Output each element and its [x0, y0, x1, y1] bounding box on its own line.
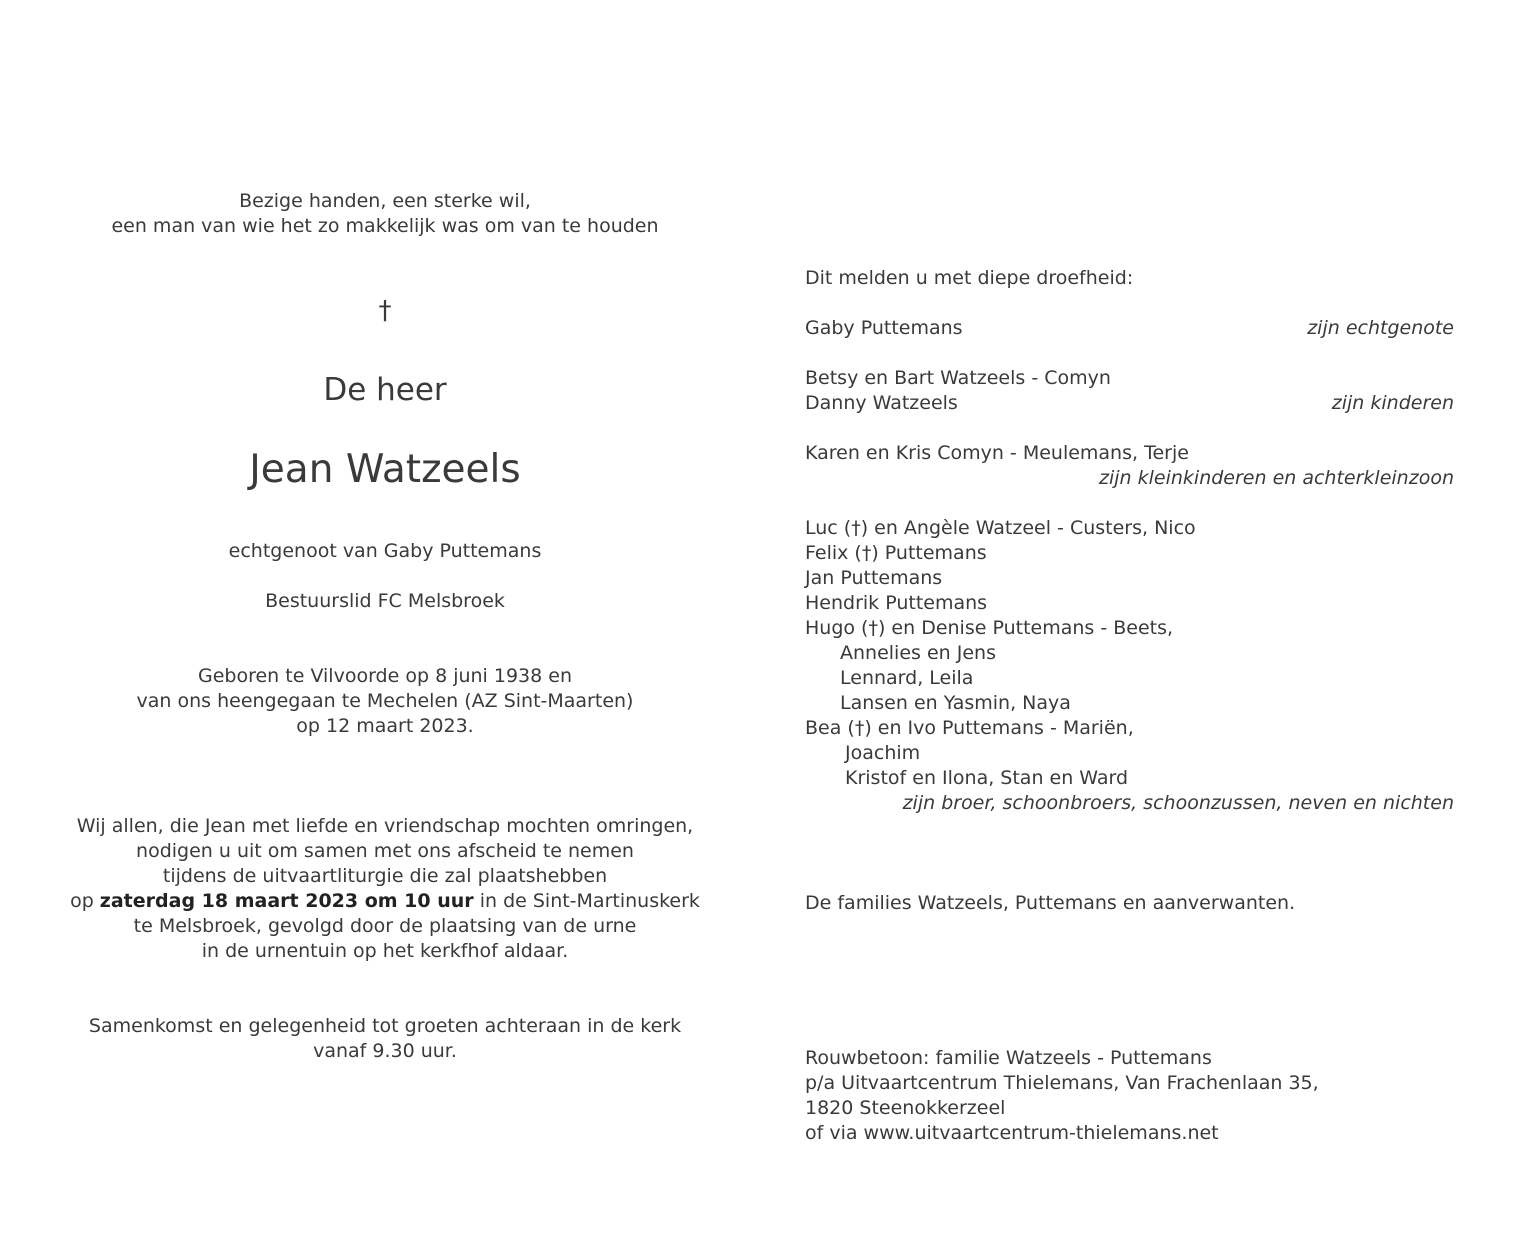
motto-line-1: Bezige handen, een sterke wil,: [239, 190, 531, 212]
relative-item: Annelies en Jens: [840, 642, 996, 664]
invitation-prefix: op: [70, 890, 100, 912]
condolence-address: p/a Uitvaartcentrum Thielemans, Van Frachenlaan 35,: [805, 1072, 1319, 1094]
spouse-relation: zijn echtgenote: [1307, 317, 1454, 339]
relative-item: Kristof en Ilona, Stan en Ward: [845, 767, 1129, 789]
birth-line: Geboren te Vilvoorde op 8 juni 1938 en: [198, 665, 572, 687]
announcement-intro: Dit melden u met diepe droefheid:: [805, 267, 1134, 289]
deceased-title: De heer: [323, 372, 447, 408]
invitation-line-2: nodigen u uit om samen met ons afscheid te nemen: [136, 840, 634, 862]
condolence-website: of via www.uitvaartcentrum-thielemans.net: [805, 1122, 1219, 1144]
grandchildren-relation: zijn kleinkinderen en achterkleinzoon: [1099, 467, 1454, 489]
cross-symbol: †: [378, 296, 392, 326]
condolence-city: 1820 Steenokkerzeel: [805, 1097, 1006, 1119]
families-line: De families Watzeels, Puttemans en aanverwanten.: [805, 892, 1296, 914]
motto-line-2: een man van wie het zo makkelijk was om van te houden: [111, 215, 659, 237]
invitation-line-1: Wij allen, die Jean met liefde en vriendschap mochten omringen,: [76, 815, 694, 837]
deceased-name: Jean Watzeels: [249, 447, 521, 492]
invitation-line-3: tijdens de uitvaartliturgie die zal plaatshebben: [162, 865, 608, 887]
death-date-line: op 12 maart 2023.: [296, 715, 474, 737]
relative-item: Lennard, Leila: [840, 667, 974, 689]
invitation-suffix: in de Sint-Martinuskerk: [473, 890, 700, 912]
relatives-relation: zijn broer, schoonbroers, schoonzussen, neven en nichten: [902, 792, 1454, 814]
relative-item: Hendrik Puttemans: [805, 592, 988, 614]
relative-item: Lansen en Yasmin, Naya: [840, 692, 1071, 714]
death-line: van ons heengegaan te Mechelen (AZ Sint-Maarten): [136, 690, 634, 712]
role-line: Bestuurslid FC Melsbroek: [265, 590, 505, 612]
spouse-line: echtgenoot van Gaby Puttemans: [228, 540, 542, 562]
relative-item: Hugo (†) en Denise Puttemans - Beets,: [805, 617, 1174, 639]
child-2: Danny Watzeels: [805, 392, 958, 414]
child-1: Betsy en Bart Watzeels - Comyn: [805, 367, 1111, 389]
gathering-line-1: Samenkomst en gelegenheid tot groeten achteraan in de kerk: [88, 1015, 682, 1037]
relative-item: Luc (†) en Angèle Watzeel - Custers, Nico: [805, 517, 1196, 539]
funeral-date: zaterdag 18 maart 2023 om 10 uur: [99, 890, 474, 912]
invitation-line-4: [70, 889, 700, 914]
relative-item: Joachim: [845, 742, 921, 764]
grandchildren: Karen en Kris Comyn - Meulemans, Terje: [805, 442, 1189, 464]
children-relation: zijn kinderen: [1331, 392, 1454, 414]
condolence-line-1: Rouwbetoon: familie Watzeels - Puttemans: [805, 1047, 1212, 1069]
relative-item: Felix (†) Puttemans: [805, 542, 987, 564]
invitation-line-5: te Melsbroek, gevolgd door de plaatsing van de urne: [133, 915, 637, 937]
spouse-name: Gaby Puttemans: [805, 317, 963, 339]
gathering-line-2: vanaf 9.30 uur.: [313, 1040, 457, 1062]
relative-item: Bea (†) en Ivo Puttemans - Mariën,: [805, 717, 1134, 739]
invitation-line-6: in de urnentuin op het kerkfhof aldaar.: [201, 940, 569, 962]
relative-item: Jan Puttemans: [805, 567, 943, 589]
